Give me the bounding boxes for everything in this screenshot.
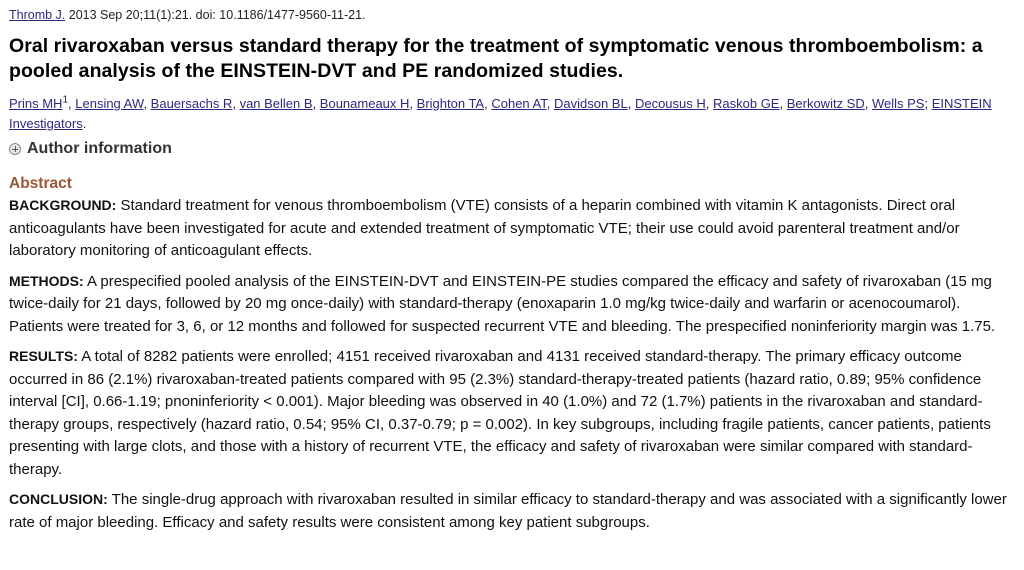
authors-end: . <box>82 116 87 131</box>
author-link[interactable]: Berkowitz SD <box>786 96 865 111</box>
section-label: METHODS: <box>9 272 84 289</box>
section-text: A prespecified pooled analysis of the EINSTEIN-DVT and EINSTEIN-PE studies compared the efficacy and safety of rivaroxaban (15 mg twice-daily for 21 days, followed by 20 mg once-daily) with standard-therapy (enoxaparin 1.0 mg/kg twice-daily and warfarin or acenocoumarol). Patients were treated for 3, 6, or 12 months and followed for suspected recurrent VTE and bleeding. The prespecified noninferiority margin was 1.75. <box>9 272 996 335</box>
abstract-conclusion <box>9 488 1015 534</box>
author-information-toggle[interactable] <box>9 140 1015 158</box>
abstract-heading: Abstract <box>9 175 72 192</box>
author-link[interactable]: Lensing AW <box>75 96 144 111</box>
section-label: RESULTS: <box>9 348 78 364</box>
citation-line <box>9 6 1015 24</box>
abstract-results <box>9 345 1015 481</box>
section-label: CONCLUSION: <box>9 491 108 507</box>
author-group-link[interactable]: EINSTEIN Investigators <box>9 96 992 131</box>
author-link[interactable]: Wells PS <box>871 96 925 111</box>
author-link[interactable]: Davidson BL <box>554 96 628 111</box>
section-label: BACKGROUND: <box>9 197 117 213</box>
plus-circle-icon[interactable] <box>9 143 21 155</box>
article-title: Oral rivaroxaban versus standard therapy for the treatment of symptomatic venous thromboembolism: a pooled analysis of the EINSTEIN-DVT and PE randomized studies. <box>9 35 983 82</box>
citation-details: 2013 Sep 20;11(1):21. doi: 10.1186/1477-9560-11-21. <box>65 8 366 22</box>
author-affiliation-sup[interactable]: 1 <box>62 94 69 106</box>
section-text: The single-drug approach with rivaroxaban resulted in similar efficacy to standard-therapy and was associated with a significantly lower rate of major bleeding. Efficacy and safety results were consistent among key patient subgroups. <box>9 491 1007 531</box>
journal-link[interactable]: Thromb J. <box>9 8 66 22</box>
section-text: A total of 8282 patients were enrolled; 4151 received rivaroxaban and 4131 received standard-therapy. The primary efficacy outcome occurred in 86 (2.1%) rivaroxaban-treated patients compared with 95 (2.3%) standard-therapy-treated patients (hazard ratio, 0.89; 95% confidence interval [CI], 0.66-1.19; pnoninferiority < 0.001). Major bleeding was observed in 40 (1.0%) and 72 (1.7%) patients in the rivaroxaban and standard-therapy groups, respectively (hazard ratio, 0.54; 95% CI, 0.37-0.79; p = 0.002). In key subgroups, including fragile patients, cancer patients, patients presenting with large clots, and those with a history of recurrent VTE, the efficacy and safety of rivaroxaban were similar compared with standard-therapy. <box>9 348 991 478</box>
author-link[interactable]: Brighton TA <box>416 96 485 111</box>
author-link[interactable]: Cohen AT <box>491 96 547 111</box>
author-link[interactable]: Decousus H <box>634 96 706 111</box>
author-link[interactable]: Bauersachs R <box>150 96 233 111</box>
author-information-label[interactable]: Author information <box>27 140 172 157</box>
author-link[interactable]: Raskob GE <box>713 96 780 111</box>
section-text: Standard treatment for venous thromboembolism (VTE) consists of a heparin combined with vitamin K antagonists. Direct oral anticoagulants have been investigated for acute and extended treatment of symptomatic VTE; their use could avoid parenteral treatment and/or laboratory monitoring of anticoagulant effects. <box>9 197 960 259</box>
abstract-methods <box>9 270 1015 339</box>
author-list: Prins $MH^1$, Lensing AW, Bauersachs R, van Bellen B, Bounameaux H, Brighton TA, Cohen AT, Davidson BL, Decousus H, Raskob GE, Berkowitz SD, Wells PS; EINSTEIN Investigators. <box>9 94 992 131</box>
author-link[interactable]: Bounameaux H <box>319 96 410 111</box>
abstract-background <box>9 194 1015 263</box>
author-link[interactable]: Prins MH <box>9 96 63 111</box>
author-link[interactable]: van Bellen B <box>239 96 313 111</box>
